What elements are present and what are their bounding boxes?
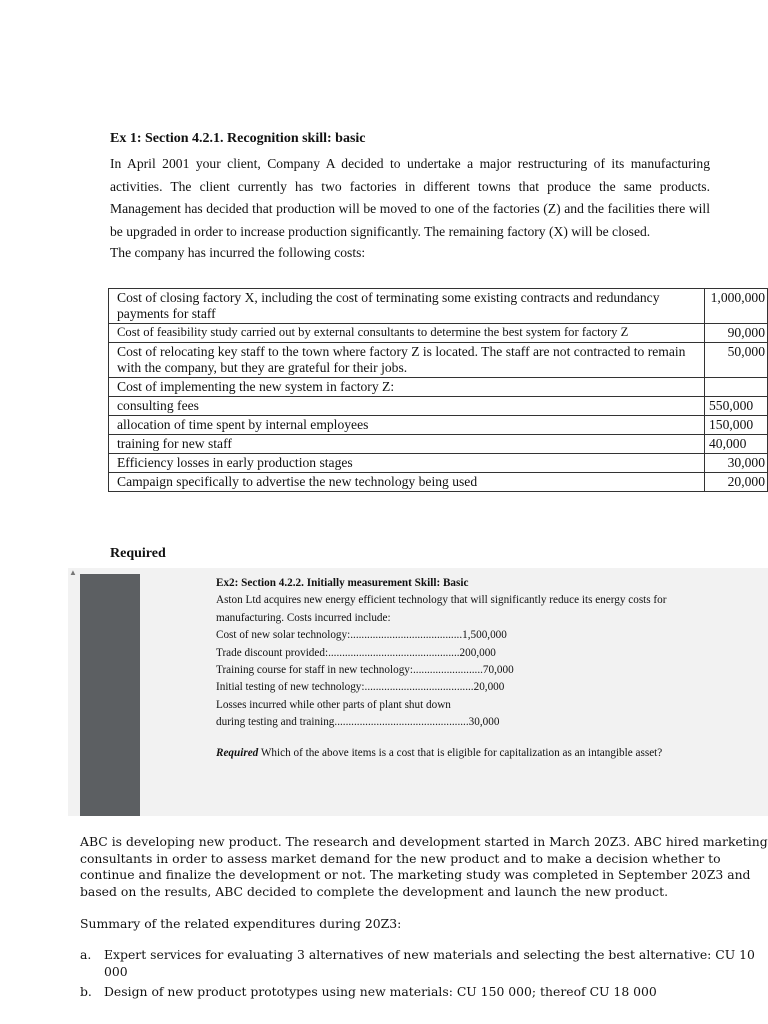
list-item — [216, 627, 716, 644]
cost-amount: 40,000 — [705, 435, 768, 454]
item-amount: 30,000 — [468, 716, 500, 729]
cost-description: Cost of relocating key staff to the town where factory Z is located. The staff are not contracted to remain with the company, but they are grateful for their jobs. — [109, 343, 705, 378]
leader-dots: ......................... — [413, 664, 483, 677]
cost-description: Cost of closing factory X, including the cost of terminating some existing contracts and redundancy payments for staff — [109, 289, 705, 324]
cost-amount: 1,000,000 — [705, 289, 768, 324]
exercise-2-required — [216, 745, 716, 762]
item-label: Training course for staff in new technology: — [216, 664, 413, 677]
cost-description: consulting fees — [109, 397, 705, 416]
list-item — [216, 645, 716, 662]
table-row — [109, 378, 768, 397]
arrow-up-icon: ▲ — [69, 568, 77, 577]
table-row — [109, 397, 768, 416]
table-row — [109, 435, 768, 454]
list-item-text: Expert services for evaluating 3 alternatives of new materials and selecting the best alternative: CU 10 000 — [104, 946, 755, 979]
cost-amount — [705, 378, 768, 397]
costs-intro: The company has incurred the following costs: — [110, 245, 366, 261]
leader-dots: ................................................ — [334, 716, 469, 729]
item-label: Trade discount provided: — [216, 646, 329, 659]
list-marker: b. — [80, 984, 92, 1000]
list-item — [216, 662, 716, 679]
table-row — [109, 416, 768, 435]
exercise-1-paragraph: In April 2001 your client, Company A decided to undertake a major restructuring of its manufacturing activities. The client currently has two factories in different towns that produce the same products. Management has decided that production will be moved to one of the factories (Z) and the facilities there will be upgraded in order to increase production significantly. The remaining factory (X) will be closed. — [110, 156, 710, 239]
cost-description: allocation of time spent by internal employees — [109, 416, 705, 435]
cost-description: Campaign specifically to advertise the new technology being used — [109, 473, 705, 492]
required-label: Required — [216, 746, 259, 759]
cost-amount: 50,000 — [705, 343, 768, 378]
cost-description: Cost of feasibility study carried out by external consultants to determine the best system for factory Z — [109, 324, 705, 343]
leader-dots: ............................................... — [328, 646, 460, 659]
table-row — [109, 289, 768, 324]
exercise-1-title: Ex 1: Section 4.2.1. Recognition skill: basic — [110, 131, 366, 146]
exercise-1-required: Required — [110, 546, 166, 561]
table-row — [109, 454, 768, 473]
item-amount: 70,000 — [482, 664, 514, 677]
item-label: during testing and training — [216, 716, 335, 729]
exercise-2 — [216, 575, 716, 762]
list-item-text: Design of new product prototypes using new materials: CU 150 000; thereof CU 18 000 — [104, 984, 657, 1000]
list-item — [216, 697, 716, 714]
item-label: Losses incurred while other parts of plant shut down — [216, 698, 451, 711]
list-item — [80, 984, 768, 1001]
item-amount: 200,000 — [459, 646, 496, 659]
item-label: Initial testing of new technology: — [216, 681, 365, 694]
leader-dots: ........................................ — [350, 629, 463, 642]
table-row — [109, 343, 768, 378]
exercise-1 — [110, 131, 710, 263]
list-item — [216, 679, 716, 696]
exercise-3 — [80, 834, 768, 1005]
exercise-2-title: Ex2: Section 4.2.2. Initially measurement Skill: Basic — [216, 577, 469, 589]
cost-amount: 30,000 — [705, 454, 768, 473]
cost-amount: 550,000 — [705, 397, 768, 416]
list-item — [80, 947, 768, 980]
exercise-2-intro: Aston Ltd acquires new energy efficient technology that will significantly reduce its energy costs for manufacturing. Costs incurred include: — [216, 594, 667, 624]
table-row — [109, 473, 768, 492]
summary-heading: Summary of the related expenditures during 20Z3: — [80, 916, 402, 932]
cost-description: Efficiency losses in early production stages — [109, 454, 705, 473]
costs-table — [108, 288, 768, 492]
cost-amount: 150,000 — [705, 416, 768, 435]
cost-amount: 90,000 — [705, 324, 768, 343]
list-item — [216, 714, 716, 731]
item-label: Cost of new solar technology: — [216, 629, 351, 642]
cost-description: Cost of implementing the new system in factory Z: — [109, 378, 705, 397]
margin-bar — [80, 574, 140, 816]
item-amount: 1,500,000 — [462, 629, 507, 642]
cost-description: training for new staff — [109, 435, 705, 454]
exercise-3-paragraph: ABC is developing new product. The research and development started in March 20Z3. ABC hired marketing consultants in order to assess market demand for the new product and to make a decision whether to continue and finalize the development or not. The marketing study was completed in September 20Z3 and based on the results, ABC decided to complete the development and launch the new product. — [80, 834, 768, 899]
table-row — [109, 324, 768, 343]
list-marker: a. — [80, 946, 92, 962]
expenditure-list — [80, 947, 768, 1001]
item-amount: 20,000 — [473, 681, 505, 694]
cost-amount: 20,000 — [705, 473, 768, 492]
leader-dots: ....................................... — [364, 681, 474, 694]
required-text: Which of the above items is a cost that is eligible for capitalization as an intangible asset? — [258, 746, 663, 759]
